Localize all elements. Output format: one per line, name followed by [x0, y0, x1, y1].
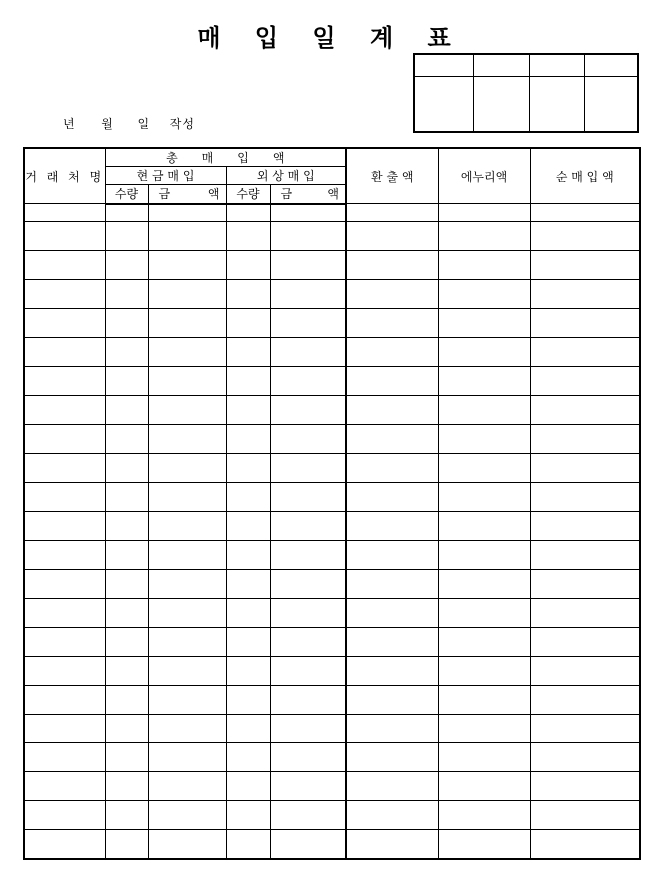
cash-qty-cell[interactable] — [105, 830, 148, 859]
date-line — [63, 115, 195, 132]
cash-amount-cell[interactable] — [148, 830, 226, 859]
net-purchase-cell[interactable] — [530, 598, 640, 627]
returns-cell[interactable] — [346, 714, 438, 743]
credit-amount-cell[interactable] — [270, 540, 346, 569]
cash-amount-cell[interactable] — [148, 222, 226, 251]
customer-cell[interactable] — [24, 453, 105, 482]
customer-cell[interactable] — [24, 830, 105, 859]
table-row — [24, 540, 640, 569]
cash-qty-cell[interactable] — [105, 251, 148, 280]
header-cash-amount — [148, 185, 226, 204]
discount-cell[interactable] — [438, 801, 530, 830]
returns-cell[interactable] — [346, 251, 438, 280]
net-purchase-cell[interactable] — [530, 482, 640, 511]
approval-cell[interactable] — [585, 77, 637, 131]
cash-amount-cell[interactable] — [148, 743, 226, 772]
discount-cell[interactable] — [438, 830, 530, 859]
customer-cell[interactable] — [24, 714, 105, 743]
cash-qty-cell[interactable] — [105, 482, 148, 511]
discount-cell[interactable] — [438, 222, 530, 251]
amount-label-left: 금 — [280, 187, 293, 202]
discount-cell[interactable] — [438, 279, 530, 308]
returns-cell[interactable] — [346, 366, 438, 395]
cash-qty-cell[interactable] — [105, 366, 148, 395]
net-purchase-cell[interactable] — [530, 395, 640, 424]
credit-amount-cell[interactable] — [270, 279, 346, 308]
credit-qty-cell[interactable] — [226, 743, 270, 772]
customer-cell[interactable] — [24, 424, 105, 453]
customer-cell[interactable] — [24, 222, 105, 251]
written-label: 작성 — [169, 117, 195, 131]
credit-amount-cell[interactable] — [270, 222, 346, 251]
cash-qty-cell[interactable] — [105, 204, 148, 222]
header-cash-purchase: 현 금 매 입 — [105, 167, 226, 185]
approval-cell[interactable] — [415, 55, 474, 77]
returns-cell[interactable] — [346, 685, 438, 714]
credit-qty-cell[interactable] — [226, 366, 270, 395]
cash-amount-cell[interactable] — [148, 627, 226, 656]
amount-label-right: 액 — [327, 187, 339, 202]
returns-cell[interactable] — [346, 222, 438, 251]
cash-qty-cell[interactable] — [105, 685, 148, 714]
customer-cell[interactable] — [24, 308, 105, 337]
amount-label-right: 액 — [207, 187, 220, 202]
returns-cell[interactable] — [346, 511, 438, 540]
cash-qty-cell[interactable] — [105, 453, 148, 482]
returns-cell[interactable] — [346, 395, 438, 424]
header-returns: 환 출 액 — [346, 148, 438, 204]
credit-qty-cell[interactable] — [226, 251, 270, 280]
net-purchase-cell[interactable] — [530, 204, 640, 222]
net-purchase-cell[interactable] — [530, 830, 640, 859]
page-title: 매 입 일 계 표 — [197, 24, 464, 52]
discount-cell[interactable] — [438, 395, 530, 424]
credit-qty-cell[interactable] — [226, 656, 270, 685]
credit-amount-cell[interactable] — [270, 308, 346, 337]
credit-amount-cell[interactable] — [270, 337, 346, 366]
table-row — [24, 366, 640, 395]
cash-amount-cell[interactable] — [148, 540, 226, 569]
header-credit-purchase: 외 상 매 입 — [226, 167, 346, 185]
cash-qty-cell[interactable] — [105, 540, 148, 569]
customer-cell[interactable] — [24, 801, 105, 830]
discount-cell[interactable] — [438, 204, 530, 222]
discount-cell[interactable] — [438, 424, 530, 453]
returns-cell[interactable] — [346, 482, 438, 511]
table-row — [24, 772, 640, 801]
credit-qty-cell[interactable] — [226, 627, 270, 656]
net-purchase-cell[interactable] — [530, 511, 640, 540]
credit-amount-cell[interactable] — [270, 685, 346, 714]
table-row — [24, 569, 640, 598]
credit-qty-cell[interactable] — [226, 308, 270, 337]
header-net-purchase: 순 매 입 액 — [530, 148, 640, 204]
net-purchase-cell[interactable] — [530, 569, 640, 598]
returns-cell[interactable] — [346, 337, 438, 366]
customer-cell[interactable] — [24, 598, 105, 627]
table-row — [24, 395, 640, 424]
header-total-purchase: 총 매 입 액 — [105, 148, 346, 167]
credit-qty-cell[interactable] — [226, 511, 270, 540]
credit-qty-cell[interactable] — [226, 714, 270, 743]
customer-cell[interactable] — [24, 743, 105, 772]
discount-cell[interactable] — [438, 656, 530, 685]
discount-cell[interactable] — [438, 482, 530, 511]
credit-amount-cell[interactable] — [270, 366, 346, 395]
discount-cell[interactable] — [438, 337, 530, 366]
credit-amount-cell[interactable] — [270, 569, 346, 598]
table-row — [24, 627, 640, 656]
customer-cell[interactable] — [24, 772, 105, 801]
discount-cell[interactable] — [438, 511, 530, 540]
cash-amount-cell[interactable] — [148, 598, 226, 627]
returns-cell[interactable] — [346, 569, 438, 598]
discount-cell[interactable] — [438, 772, 530, 801]
credit-amount-cell[interactable] — [270, 204, 346, 222]
credit-amount-cell[interactable] — [270, 482, 346, 511]
returns-cell[interactable] — [346, 656, 438, 685]
credit-qty-cell[interactable] — [226, 830, 270, 859]
credit-qty-cell[interactable] — [226, 540, 270, 569]
cash-amount-cell[interactable] — [148, 656, 226, 685]
net-purchase-cell[interactable] — [530, 714, 640, 743]
header-discount: 에누리액 — [438, 148, 530, 204]
table-row — [24, 222, 640, 251]
credit-amount-cell[interactable] — [270, 598, 346, 627]
returns-cell[interactable] — [346, 743, 438, 772]
table-row — [24, 337, 640, 366]
cash-qty-cell[interactable] — [105, 424, 148, 453]
table-row — [24, 482, 640, 511]
net-purchase-cell[interactable] — [530, 685, 640, 714]
customer-cell[interactable] — [24, 366, 105, 395]
returns-cell[interactable] — [346, 830, 438, 859]
month-label: 월 — [101, 117, 114, 131]
customer-cell[interactable] — [24, 279, 105, 308]
cash-qty-cell[interactable] — [105, 279, 148, 308]
credit-amount-cell[interactable] — [270, 830, 346, 859]
credit-qty-cell[interactable] — [226, 337, 270, 366]
credit-qty-cell[interactable] — [226, 395, 270, 424]
net-purchase-cell[interactable] — [530, 743, 640, 772]
returns-cell[interactable] — [346, 308, 438, 337]
customer-cell[interactable] — [24, 569, 105, 598]
credit-qty-cell[interactable] — [226, 801, 270, 830]
cash-qty-cell[interactable] — [105, 627, 148, 656]
amount-label-left: 금 — [158, 187, 171, 202]
header-customer: 거 래 처 명 — [24, 148, 105, 204]
cash-amount-cell[interactable] — [148, 801, 226, 830]
discount-cell[interactable] — [438, 453, 530, 482]
cash-qty-cell[interactable] — [105, 511, 148, 540]
credit-qty-cell[interactable] — [226, 204, 270, 222]
cash-qty-cell[interactable] — [105, 743, 148, 772]
customer-cell[interactable] — [24, 540, 105, 569]
table-row — [24, 204, 640, 222]
customer-cell[interactable] — [24, 337, 105, 366]
credit-qty-cell[interactable] — [226, 453, 270, 482]
net-purchase-cell[interactable] — [530, 308, 640, 337]
credit-amount-cell[interactable] — [270, 511, 346, 540]
cash-amount-cell[interactable] — [148, 424, 226, 453]
cash-amount-cell[interactable] — [148, 251, 226, 280]
returns-cell[interactable] — [346, 598, 438, 627]
ledger-body — [24, 204, 640, 860]
customer-cell[interactable] — [24, 204, 105, 222]
credit-qty-cell[interactable] — [226, 598, 270, 627]
purchase-ledger-table — [23, 147, 641, 860]
credit-amount-cell[interactable] — [270, 627, 346, 656]
cash-qty-cell[interactable] — [105, 772, 148, 801]
credit-qty-cell[interactable] — [226, 772, 270, 801]
discount-cell[interactable] — [438, 714, 530, 743]
net-purchase-cell[interactable] — [530, 627, 640, 656]
cash-amount-cell[interactable] — [148, 308, 226, 337]
cash-amount-cell[interactable] — [148, 204, 226, 222]
discount-cell[interactable] — [438, 685, 530, 714]
returns-cell[interactable] — [346, 424, 438, 453]
discount-cell[interactable] — [438, 598, 530, 627]
approval-box — [413, 53, 639, 133]
net-purchase-cell[interactable] — [530, 337, 640, 366]
credit-amount-cell[interactable] — [270, 395, 346, 424]
net-purchase-cell[interactable] — [530, 366, 640, 395]
cash-qty-cell[interactable] — [105, 801, 148, 830]
credit-qty-cell[interactable] — [226, 569, 270, 598]
cash-qty-cell[interactable] — [105, 308, 148, 337]
net-purchase-cell[interactable] — [530, 222, 640, 251]
cash-amount-cell[interactable] — [148, 366, 226, 395]
net-purchase-cell[interactable] — [530, 453, 640, 482]
day-label: 일 — [137, 117, 151, 131]
discount-cell[interactable] — [438, 627, 530, 656]
credit-amount-cell[interactable] — [270, 801, 346, 830]
cash-amount-cell[interactable] — [148, 337, 226, 366]
table-row — [24, 279, 640, 308]
cash-qty-cell[interactable] — [105, 395, 148, 424]
table-row — [24, 801, 640, 830]
returns-cell[interactable] — [346, 801, 438, 830]
discount-cell[interactable] — [438, 569, 530, 598]
cash-qty-cell[interactable] — [105, 337, 148, 366]
net-purchase-cell[interactable] — [530, 801, 640, 830]
credit-amount-cell[interactable] — [270, 453, 346, 482]
net-purchase-cell[interactable] — [530, 251, 640, 280]
table-row — [24, 308, 640, 337]
cash-amount-cell[interactable] — [148, 279, 226, 308]
credit-qty-cell[interactable] — [226, 279, 270, 308]
returns-cell[interactable] — [346, 540, 438, 569]
credit-amount-cell[interactable] — [270, 772, 346, 801]
returns-cell[interactable] — [346, 204, 438, 222]
table-row — [24, 424, 640, 453]
discount-cell[interactable] — [438, 251, 530, 280]
table-row — [24, 743, 640, 772]
net-purchase-cell[interactable] — [530, 656, 640, 685]
customer-cell[interactable] — [24, 656, 105, 685]
customer-cell[interactable] — [24, 482, 105, 511]
header-credit-qty: 수량 — [226, 185, 270, 204]
cash-amount-cell[interactable] — [148, 772, 226, 801]
approval-cell[interactable] — [474, 77, 530, 131]
credit-amount-cell[interactable] — [270, 251, 346, 280]
returns-cell[interactable] — [346, 772, 438, 801]
cash-qty-cell[interactable] — [105, 656, 148, 685]
cash-qty-cell[interactable] — [105, 222, 148, 251]
returns-cell[interactable] — [346, 627, 438, 656]
credit-amount-cell[interactable] — [270, 656, 346, 685]
approval-cell[interactable] — [474, 55, 530, 77]
credit-amount-cell[interactable] — [270, 743, 346, 772]
discount-cell[interactable] — [438, 308, 530, 337]
net-purchase-cell[interactable] — [530, 540, 640, 569]
table-row — [24, 251, 640, 280]
approval-cell[interactable] — [585, 55, 637, 77]
cash-amount-cell[interactable] — [148, 569, 226, 598]
table-row — [24, 656, 640, 685]
credit-amount-cell[interactable] — [270, 714, 346, 743]
credit-qty-cell[interactable] — [226, 424, 270, 453]
cash-qty-cell[interactable] — [105, 714, 148, 743]
net-purchase-cell[interactable] — [530, 279, 640, 308]
table-row — [24, 685, 640, 714]
credit-qty-cell[interactable] — [226, 685, 270, 714]
table-row — [24, 714, 640, 743]
customer-cell[interactable] — [24, 251, 105, 280]
discount-cell[interactable] — [438, 366, 530, 395]
header-cash-qty: 수량 — [105, 185, 148, 204]
customer-cell[interactable] — [24, 511, 105, 540]
customer-cell[interactable] — [24, 395, 105, 424]
returns-cell[interactable] — [346, 279, 438, 308]
cash-qty-cell[interactable] — [105, 569, 148, 598]
net-purchase-cell[interactable] — [530, 772, 640, 801]
customer-cell[interactable] — [24, 627, 105, 656]
cash-qty-cell[interactable] — [105, 598, 148, 627]
customer-cell[interactable] — [24, 685, 105, 714]
table-row — [24, 598, 640, 627]
approval-cell[interactable] — [415, 77, 474, 131]
cash-amount-cell[interactable] — [148, 714, 226, 743]
approval-cell[interactable] — [530, 77, 585, 131]
net-purchase-cell[interactable] — [530, 424, 640, 453]
cash-amount-cell[interactable] — [148, 453, 226, 482]
cash-amount-cell[interactable] — [148, 511, 226, 540]
approval-cell[interactable] — [530, 55, 585, 77]
cash-amount-cell[interactable] — [148, 395, 226, 424]
discount-cell[interactable] — [438, 540, 530, 569]
table-row — [24, 453, 640, 482]
cash-amount-cell[interactable] — [148, 482, 226, 511]
cash-amount-cell[interactable] — [148, 685, 226, 714]
discount-cell[interactable] — [438, 743, 530, 772]
credit-amount-cell[interactable] — [270, 424, 346, 453]
credit-qty-cell[interactable] — [226, 482, 270, 511]
header-credit-amount — [270, 185, 346, 204]
table-row — [24, 511, 640, 540]
table-row — [24, 830, 640, 859]
year-label: 년 — [63, 117, 76, 131]
credit-qty-cell[interactable] — [226, 222, 270, 251]
returns-cell[interactable] — [346, 453, 438, 482]
